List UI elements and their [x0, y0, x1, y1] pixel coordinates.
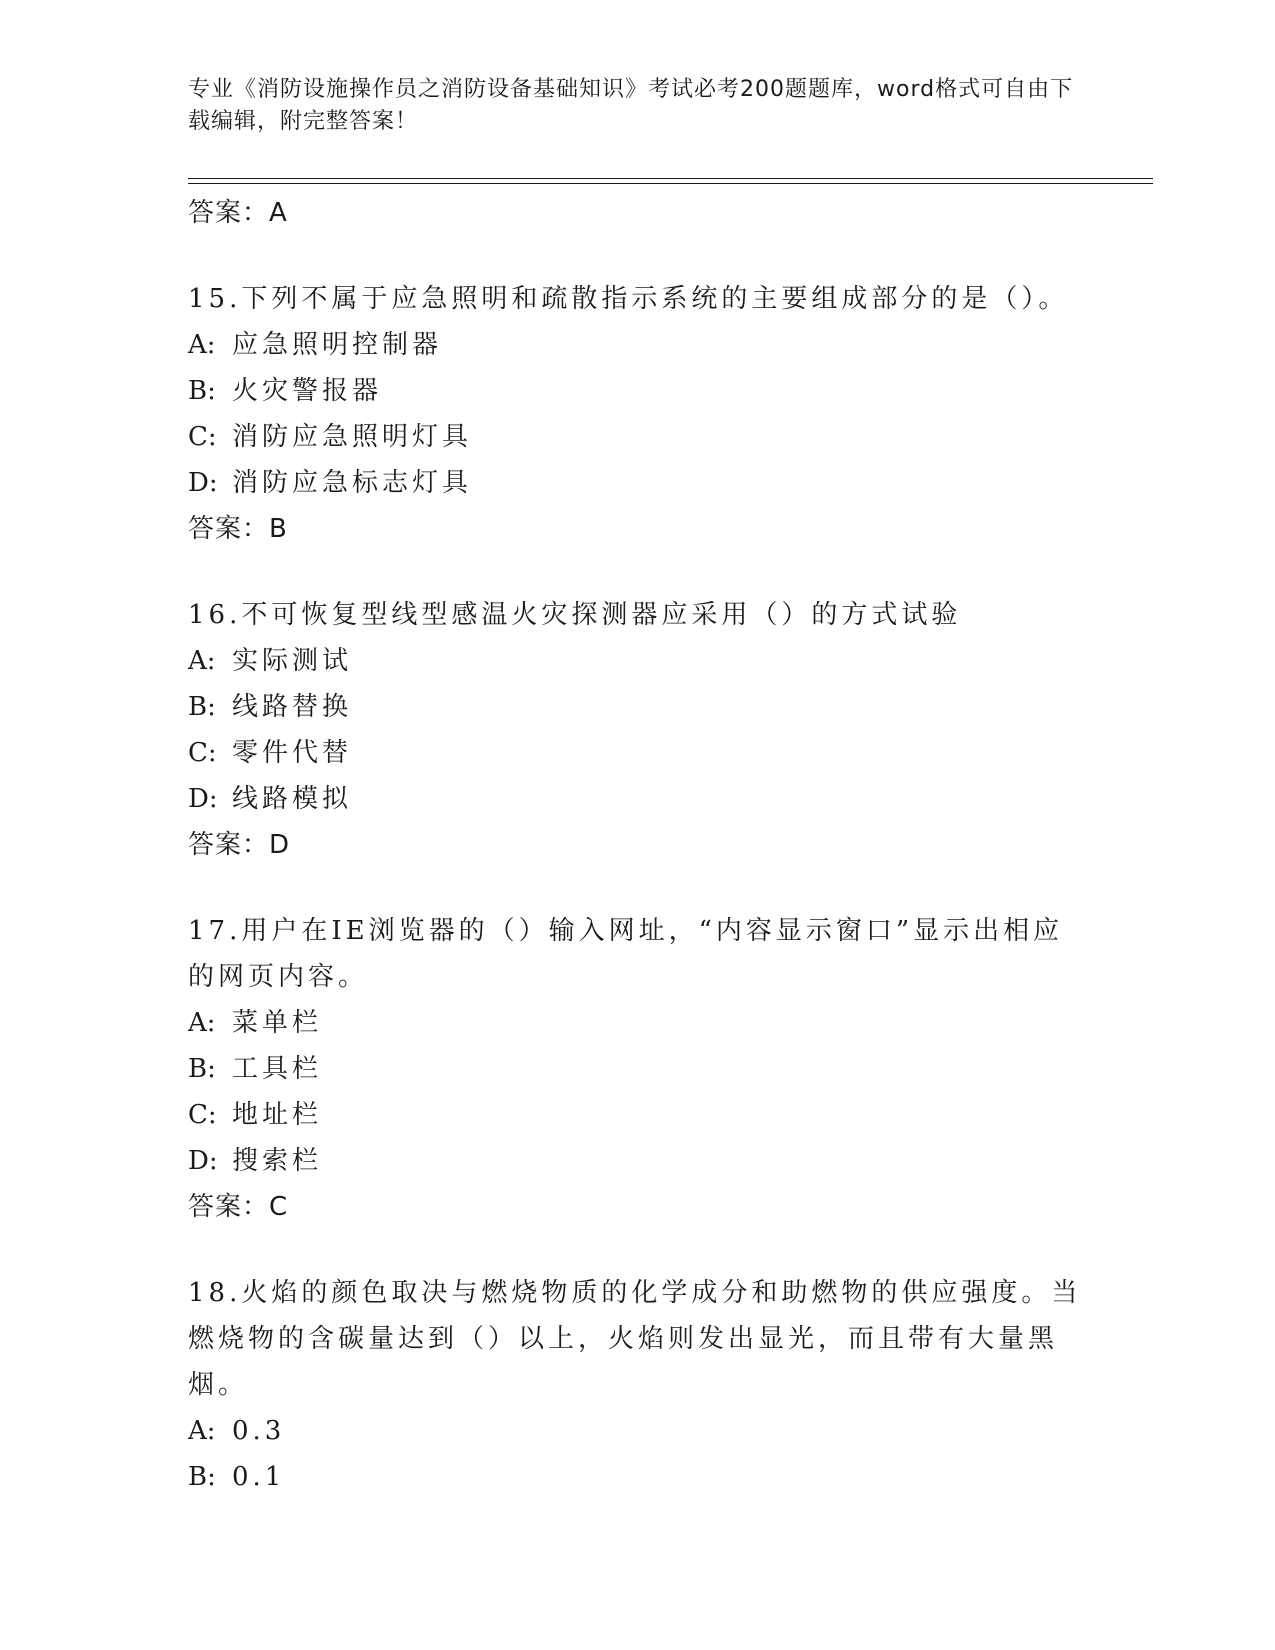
option-letter: D:	[188, 784, 218, 814]
option-letter: C:	[188, 422, 217, 452]
option-a	[188, 1408, 1088, 1454]
answer-line: 答案：C	[188, 1192, 289, 1222]
option-letter: B:	[188, 692, 216, 722]
question-text: 15.下列不属于应急照明和疏散指示系统的主要组成部分的是（）。	[188, 284, 1069, 314]
document-header: 专业《消防设施操作员之消防设备基础知识》考试必考200题题库，word格式可自由下载编辑，附完整答案！	[188, 77, 1074, 134]
previous-answer: 答案：A	[188, 198, 288, 228]
option-d	[188, 1138, 1088, 1184]
header-divider-top	[188, 178, 1153, 179]
option-letter: C:	[188, 1100, 217, 1130]
header-divider-bottom	[188, 183, 1153, 184]
option-letter: C:	[188, 738, 217, 768]
option-b	[188, 1046, 1088, 1092]
option-text: 消防应急标志灯具	[232, 468, 473, 498]
answer-line: 答案：B	[188, 514, 288, 544]
option-c	[188, 730, 1088, 776]
option-text: 搜索栏	[232, 1146, 323, 1176]
option-text: 消防应急照明灯具	[232, 422, 473, 452]
option-letter: D:	[188, 468, 218, 498]
option-a	[188, 322, 1088, 368]
option-text: 应急照明控制器	[232, 330, 443, 360]
option-letter: B:	[188, 1054, 216, 1084]
question-text: 16.不可恢复型线型感温火灾探测器应采用（）的方式试验	[188, 600, 962, 630]
question-text: 17.用户在IE浏览器的（）输入网址，“内容显示窗口”显示出相应的网页内容。	[188, 916, 1064, 992]
option-letter: B:	[188, 1462, 216, 1492]
question-15	[188, 276, 1088, 552]
option-d	[188, 776, 1088, 822]
option-letter: B:	[188, 376, 216, 406]
option-text: 零件代替	[232, 738, 353, 768]
option-a	[188, 1000, 1088, 1046]
option-c	[188, 414, 1088, 460]
option-text: 实际测试	[232, 646, 353, 676]
option-text: 地址栏	[232, 1100, 323, 1130]
question-list	[188, 190, 1088, 1500]
option-c	[188, 1092, 1088, 1138]
option-letter: A:	[188, 646, 216, 676]
option-text: 0.1	[232, 1462, 286, 1492]
option-text: 线路替换	[232, 692, 353, 722]
option-b	[188, 1454, 1088, 1500]
option-text: 线路模拟	[232, 784, 353, 814]
option-text: 0.3	[232, 1416, 286, 1446]
option-a	[188, 638, 1088, 684]
question-18	[188, 1270, 1088, 1500]
option-d	[188, 460, 1088, 506]
option-letter: A:	[188, 1008, 216, 1038]
option-text: 火灾警报器	[232, 376, 383, 406]
option-b	[188, 684, 1088, 730]
question-17	[188, 908, 1088, 1230]
question-16	[188, 592, 1088, 868]
option-b	[188, 368, 1088, 414]
option-text: 工具栏	[232, 1054, 323, 1084]
option-letter: A:	[188, 330, 216, 360]
option-letter: D:	[188, 1146, 218, 1176]
question-text: 18.火焰的颜色取决与燃烧物质的化学成分和助燃物的供应强度。当燃烧物的含碳量达到（）以上，火焰则发出显光，而且带有大量黑烟。	[188, 1278, 1082, 1400]
answer-line: 答案：D	[188, 830, 291, 860]
option-letter: A:	[188, 1416, 216, 1446]
option-text: 菜单栏	[232, 1008, 323, 1038]
